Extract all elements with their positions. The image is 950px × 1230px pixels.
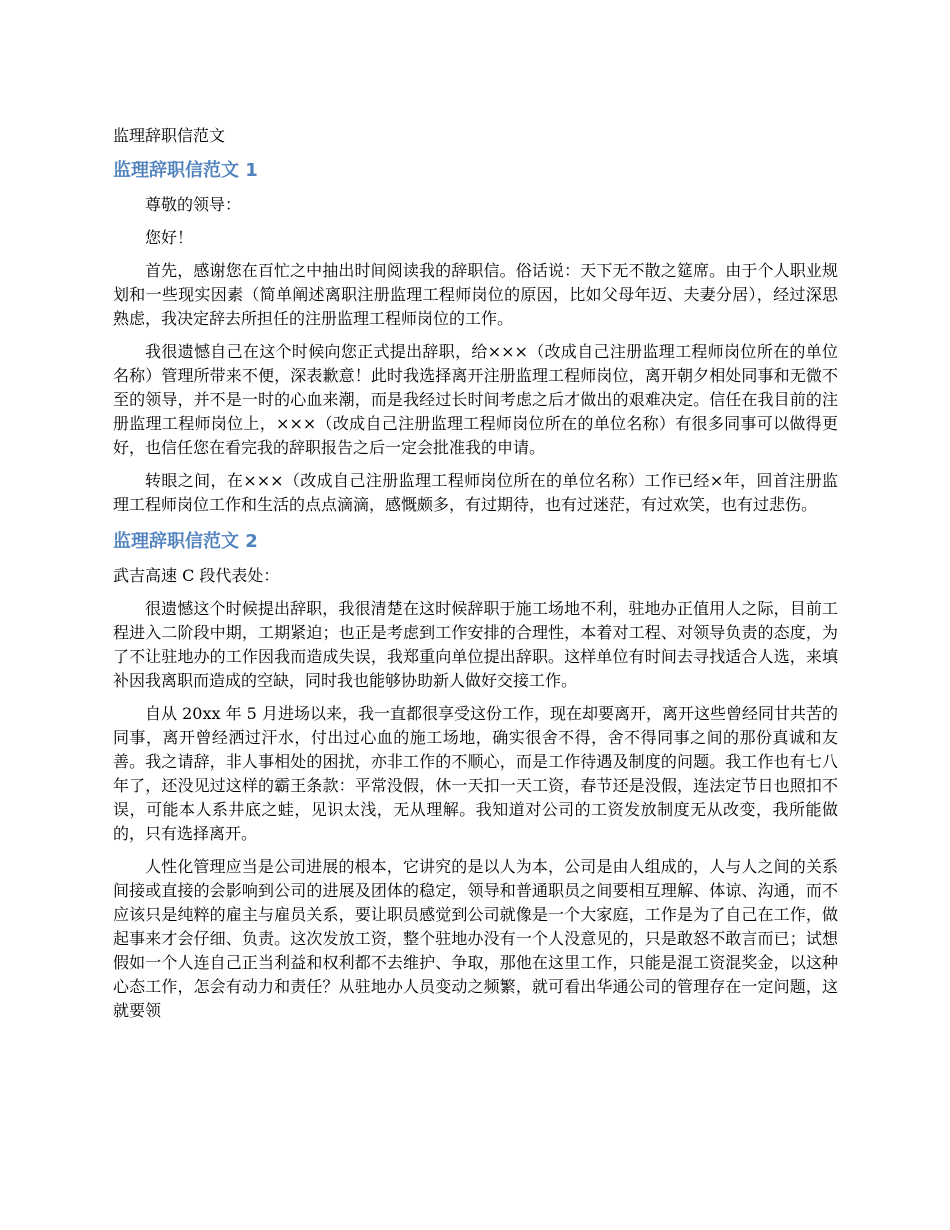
body-paragraph: 转眼之间，在×××（改成自己注册监理工程师岗位所在的单位名称）工作已经×年，回首注册监理工程师岗位工作和生活的点点滴滴，感慨颇多，有过期待，也有过迷茫，有过欢笑，也有过悲伤。: [113, 471, 838, 514]
body-paragraph: 首先，感谢您在百忙之中抽出时间阅读我的辞职信。俗话说：天下无不散之筵席。由于个人职业规划和一些现实因素（简单阐述离职注册监理工程师岗位的原因，比如父母年迈、夫妻分居），经过深思熟虑，我决定辞去所担任的注册监理工程师岗位的工作。: [113, 261, 838, 328]
section-heading-2: 监理辞职信范文 2: [113, 531, 258, 552]
greeting: 您好！: [145, 228, 194, 247]
body-paragraph: 我很遗憾自己在这个时候向您正式提出辞职，给×××（改成自己注册监理工程师岗位所在的单位名称）管理所带来不便，深表歉意！此时我选择离开注册监理工程师岗位，离开朝夕相处同事和无微不至的领导，并不是一时的心血来潮，而是我经过长时间考虑之后才做出的艰难决定。信任在我目前的注册监理工程师岗位上，×××（改成自己注册监理工程师岗位所在的单位名称）有很多同事可以做得更好，也信任您在看完我的辞职报告之后一定会批准我的申请。: [113, 342, 838, 457]
section-heading-1: 监理辞职信范文 1: [113, 160, 258, 181]
salutation: 尊敬的领导：: [145, 195, 242, 214]
body-paragraph: 很遗憾这个时候提出辞职，我很清楚在这时候辞职于施工场地不利，驻地办正值用人之际，目前工程进入二阶段中期，工期紧迫；也正是考虑到工作安排的合理性，本着对工程、对领导负责的态度，为了不让驻地办的工作因我而造成失误，我郑重向单位提出辞职。这样单位有时间去寻找适合人选，来填补因我离职而造成的空缺，同时我也能够协助新人做好交接工作。: [113, 599, 838, 690]
document-title: 监理辞职信范文: [113, 126, 226, 145]
addressee: 武吉高速 C 段代表处：: [113, 566, 280, 585]
document-body: [113, 124, 838, 1032]
body-paragraph: 人性化管理应当是公司进展的根本，它讲究的是以人为本，公司是由人组成的，人与人之间的关系间接或直接的会影响到公司的进展及团体的稳定，领导和普通职员之间要相互理解、体谅、沟通，而不应该只是纯粹的雇主与雇员关系，要让职员感觉到公司就像是一个大家庭，工作是为了自己在工作，做起事来才会仔细、负责。这次发放工资，整个驻地办没有一个人没意见的，只是敢怒不敢言而已；试想假如一个人连自己正当利益和权利都不去维护、争取，那他在这里工作，只能是混工资混奖金，以这种心态工作，怎会有动力和责任？从驻地办人员变动之频繁，就可看出华通公司的管理存在一定问题，这就要领: [113, 857, 838, 1020]
body-paragraph: 自从 20xx 年 5 月进场以来，我一直都很享受这份工作，现在却要离开，离开这些曾经同甘共苦的同事，离开曾经洒过汗水，付出过心血的施工场地，确实很舍不得，舍不得同事之间的那份真诚和友善。我之请辞，非人事相处的困扰，亦非工作的不顺心，而是工作待遇及制度的问题。我工作也有七八年了，还没见过这样的霸王条款：平常没假，休一天扣一天工资，春节还是没假，连法定节日也照扣不误，可能本人系井底之蛙，见识太浅，无从理解。我知道对公司的工资发放制度无从改变，我所能做的，只有选择离开。: [113, 704, 838, 843]
